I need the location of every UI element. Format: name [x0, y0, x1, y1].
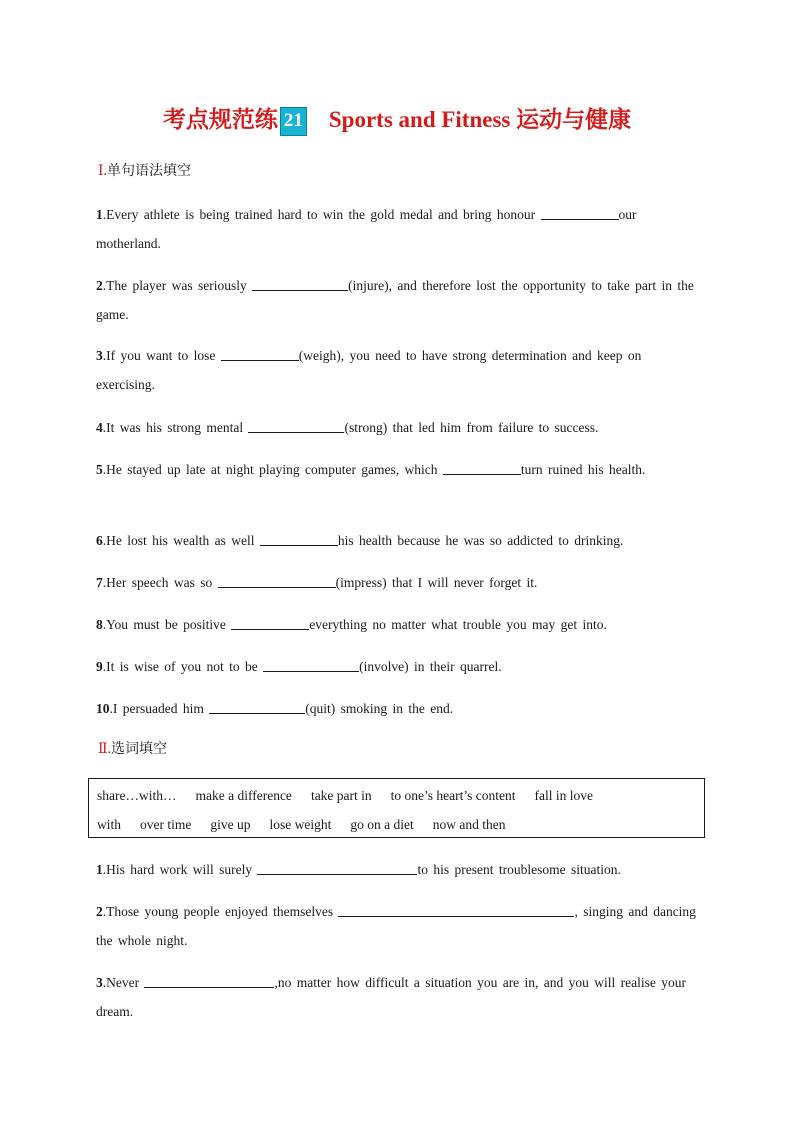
question-number: 1	[96, 207, 103, 222]
section-2-label: .选词填空	[107, 742, 168, 757]
answer-blank[interactable]	[209, 699, 305, 714]
phrase-item: to one’s heart’s content	[390, 788, 516, 803]
question-number: 2	[96, 278, 103, 293]
question-text: .Never	[102, 975, 145, 990]
question-text: .Those young people enjoyed themselves	[102, 904, 339, 919]
question-text: (involve) in their quarrel.	[359, 659, 502, 674]
page-title	[0, 104, 794, 136]
answer-blank[interactable]	[252, 276, 348, 291]
question-text: everything no matter what trouble you may get into.	[309, 617, 607, 632]
question-number: 4	[96, 420, 103, 435]
s1-question-9	[96, 652, 696, 681]
phrase-item: share…with…	[97, 788, 177, 803]
section-1-label: .单句语法填空	[103, 164, 192, 179]
question-text: .He lost his wealth as well	[102, 533, 260, 548]
question-text: .If you want to lose	[102, 348, 221, 363]
title-prefix: 考点规范练	[162, 107, 278, 132]
question-number: 8	[96, 617, 103, 632]
answer-blank[interactable]	[443, 460, 521, 475]
question-text: .I persuaded him	[109, 701, 210, 716]
s2-question-1	[96, 855, 696, 884]
question-text: to his present troublesome situation.	[417, 862, 621, 877]
question-number: 10	[96, 701, 110, 716]
question-text: ,no matter how difficult a situation you are in, and you will realise your dream.	[96, 975, 687, 1019]
question-number: 7	[96, 575, 103, 590]
question-number: 9	[96, 659, 103, 674]
s1-question-6	[96, 526, 696, 555]
question-text: (strong) that led him from failure to success.	[344, 420, 599, 435]
question-text: .The player was seriously	[102, 278, 253, 293]
exercise-number-badge: 21	[280, 107, 307, 136]
answer-blank[interactable]	[541, 205, 619, 220]
title-chinese: 运动与健康	[516, 107, 632, 132]
phrase-item: go on a diet	[350, 817, 414, 832]
question-text: our motherland.	[96, 207, 637, 251]
title-english: Sports and Fitness	[328, 107, 511, 132]
s2-question-3	[96, 968, 696, 1026]
phrase-item: take part in	[310, 788, 372, 803]
question-text: .He stayed up late at night playing computer games, which	[102, 462, 443, 477]
question-text: (impress) that I will never forget it.	[335, 575, 538, 590]
word-bank-row-1	[97, 781, 704, 810]
s1-question-5	[96, 455, 696, 484]
question-text: his health because he was so addicted to drinking.	[337, 533, 624, 548]
section-2-heading	[98, 740, 167, 760]
question-text: (injure), and therefore lost the opportunity to take part in the game.	[96, 278, 694, 322]
s1-question-2	[96, 271, 696, 329]
phrase-item: fall in love	[534, 788, 593, 803]
question-number: 3	[96, 348, 103, 363]
answer-blank[interactable]	[144, 973, 274, 988]
answer-blank[interactable]	[263, 657, 359, 672]
phrase-item: give up	[210, 817, 251, 832]
question-text: .Every athlete is being trained hard to win the gold medal and bring honour	[102, 207, 541, 222]
question-number: 3	[96, 975, 103, 990]
question-text: , singing and dancing the whole night.	[96, 904, 696, 948]
s1-question-8	[96, 610, 696, 639]
word-bank-row-2	[97, 810, 704, 839]
section-1-roman: Ⅰ	[98, 164, 104, 179]
question-text: .You must be positive	[102, 617, 232, 632]
answer-blank[interactable]	[257, 860, 417, 875]
answer-blank[interactable]	[221, 346, 299, 361]
phrase-item: over time	[140, 817, 192, 832]
question-text: .It is wise of you not to be	[102, 659, 264, 674]
question-text: (weigh), you need to have strong determination and keep on exercising.	[96, 348, 642, 392]
s1-question-1	[96, 200, 696, 258]
answer-blank[interactable]	[231, 615, 309, 630]
question-text: (quit) smoking in the end.	[305, 701, 454, 716]
phrase-item: lose weight	[269, 817, 332, 832]
question-number: 6	[96, 533, 103, 548]
section-2-roman: Ⅱ	[98, 742, 108, 757]
section-1-heading	[98, 162, 191, 182]
answer-blank[interactable]	[260, 531, 338, 546]
word-bank-box	[88, 778, 705, 838]
s1-question-4	[96, 413, 696, 442]
s1-question-7	[96, 568, 696, 597]
question-text: .Her speech was so	[102, 575, 218, 590]
s1-question-10	[96, 694, 696, 723]
question-text: turn ruined his health.	[520, 462, 646, 477]
question-text: .His hard work will surely	[102, 862, 258, 877]
phrase-item: make a difference	[195, 788, 292, 803]
question-number: 2	[96, 904, 103, 919]
s1-question-3	[96, 341, 696, 399]
answer-blank[interactable]	[218, 573, 336, 588]
question-number: 1	[96, 862, 103, 877]
s2-question-2	[96, 897, 696, 955]
answer-blank[interactable]	[338, 902, 574, 917]
question-number: 5	[96, 462, 103, 477]
answer-blank[interactable]	[248, 418, 344, 433]
phrase-item: now and then	[432, 817, 506, 832]
phrase-item: with	[97, 817, 122, 832]
question-text: .It was his strong mental	[102, 420, 249, 435]
